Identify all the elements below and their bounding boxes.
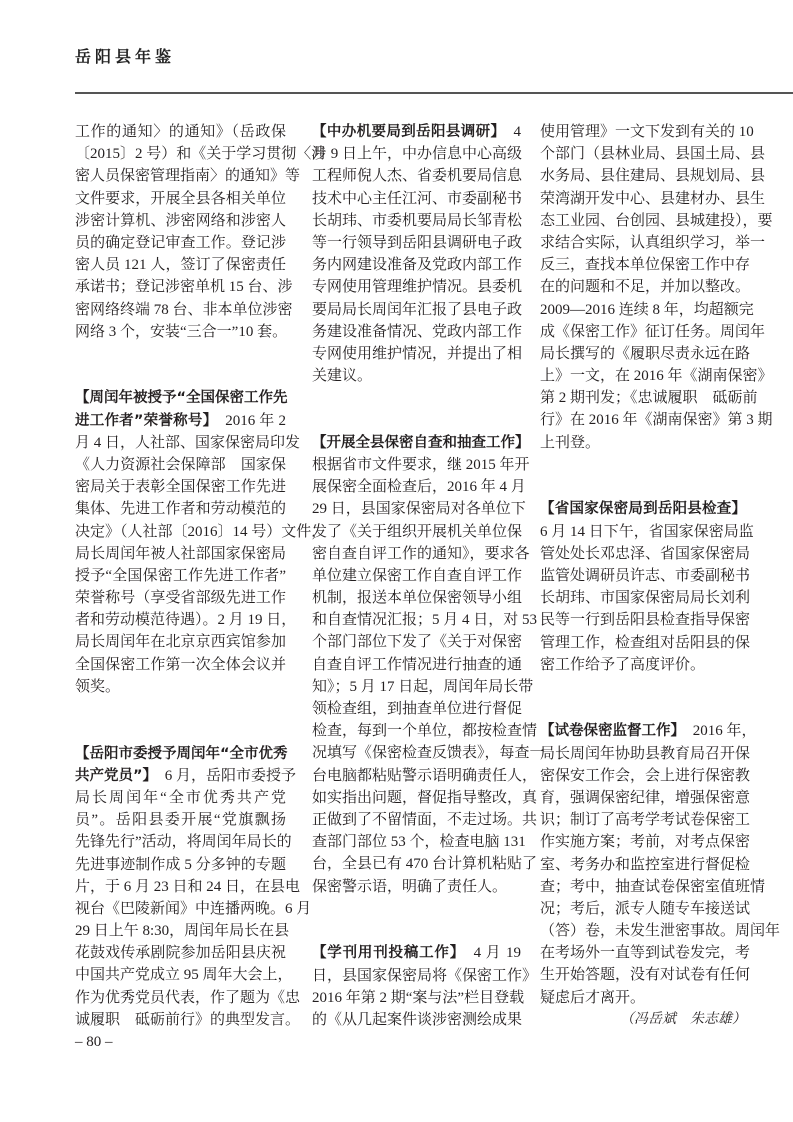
text-line: 专网使用管理维护情况。县委机 [312,279,523,296]
text-line: 先锋先行”活动，将周闰年局长的 [75,834,292,851]
text-line: 集体、先进工作者和劳动模范的 [75,501,286,518]
text-line: 发了《关于组织开展机关单位保 [312,523,523,540]
text-line: 展保密全面检查后，2016 年 4 月 [312,479,526,496]
text-line [75,387,286,409]
text-line: 技术中心主任江河、市委副秘书 [312,190,523,207]
text-line: 机制，报送本单位保密领导小组 [312,590,523,607]
text-line: 中国共产党成立 95 周年大会上， [75,967,293,984]
text-line: 密人员 121 人，签订了保密责任 [75,257,286,274]
text-line: 查；考中，抽查试卷保密室值班情 [540,878,766,895]
entry-title: 【岳阳市委授予周闰年“全市优秀 [75,745,288,762]
text-line: 密保安工作会，会上进行保密教 [540,767,751,784]
text-line: 行》在 2016 年《湖南保密》第 3 期 [540,412,773,429]
entry-title: 【中办机要局到岳阳县调研】 [312,124,499,140]
text-line: 局长周闰年被人社部国家保密局 [75,545,286,562]
text-line: 专网使用维护情况，并提出了相 [312,345,523,362]
text-line: 况填写《保密检查反馈表》，每查一 [312,745,545,762]
text-line: 局长周闰年在北京京西宾馆参加 [75,634,286,651]
text-line: 单位建立保密工作自查自评工作 [312,567,523,584]
text-line: 台电脑都粘贴警示语明确责任人， [312,767,538,784]
text-line: 知》；5 月 17 日起，周闰年局长带 [312,678,534,695]
text-line: 6 月 14 日下午，省国家保密局监 [540,523,754,540]
text-line: 决定》（人社部〔2016〕14 号）文件， [75,523,327,540]
text-line: 识；制订了高考学考试卷保密工 [540,812,751,829]
text-line: 态工业园、台创园、县城建投），要 [540,212,773,229]
text-line [312,432,530,454]
text-line: 者和劳动模范待遇）。2 月 19 日， [75,612,297,629]
text-line: （答）卷，未发生泄密事故。周闰年 [540,923,781,940]
text-line: 视台《巴陵新闻》中连播两晚。6 月 [75,900,312,917]
entry-paragraph [312,432,545,898]
text-line: 先进事迹制作成 5 分多钟的专题 [75,856,286,873]
text-line: 成《保密工作》征订任务。周闰年 [540,323,766,340]
entry-paragraph [312,942,538,1031]
text-line: 月 9 日上午，中办信息中心高级 [312,146,523,163]
continued-paragraph [540,121,773,454]
text-line: 个部门部位下发了《关于对保密 [312,634,523,651]
text-line: 荣湾湖开发中心、县建材办、县生 [540,190,766,207]
text-line: 长胡玮、市委机要局局长邹青松 [312,212,523,229]
text-line: 要局局长周闰年汇报了县电子政 [312,301,523,318]
text-line: 台，全县已有 470 台计算机粘贴了 [312,856,538,873]
text-line: 在的问题和不足，并加以整改。 [540,279,751,296]
text-line: 员的确定登记审查工作。登记涉 [75,234,286,251]
text-line: 和自查情况汇报；5 月 4 日，对 53 [312,612,538,629]
text-line: 反三，查找本单位保密工作中存 [540,257,751,274]
text-line: 第 2 期刊发；《忠诚履职 砥砺前 [540,390,758,407]
running-header-title: 岳阳县年鉴 [75,47,176,66]
text-line: 29 日，县国家保密局对各单位下 [312,501,526,518]
text-line: 员”。岳阳县委开展“党旗飘扬 [75,812,286,829]
text-line: 工程师倪人杰、省委机要局信息 [312,168,523,185]
continued-paragraph [75,121,327,343]
text-line: 涉密计算机、涉密网络和涉密人 [75,212,286,229]
text-line: 领检查组，到抽查单位进行督促 [312,701,523,718]
text-line: 授予“全国保密工作先进工作者” [75,567,286,584]
entry-paragraph [312,121,521,387]
text-line: 求结合实际，认真组织学习，举一 [540,234,766,251]
text-line: 月 4 日，人社部、国家保密局印发 [75,434,301,451]
text-line: 局长撰写的《履职尽责永远在路 [540,345,751,362]
entry-paragraph [75,387,327,698]
text-line: 务建设准备情况、党政内部工作 [312,323,523,340]
text-line: 2009—2016 连续 8 年，均超额完 [540,301,754,318]
text-line: 文件要求，开展全县各相关单位 [75,190,286,207]
text-line: 进工作者”荣誉称号】 2016 年 2 [75,412,286,429]
text-line: 管理工作，检查组对岳阳县的保 [540,634,751,651]
text-line: 工作的通知〉的通知》（岳政保 [75,124,286,140]
entry-paragraph [540,498,754,676]
text-line: 日，县国家保密局将《保密工作》 [312,967,538,984]
text-line: 查部门部位 53 个，检查电脑 131 [312,834,526,851]
entry-title: 【开展全县保密自查和抽查工作】 [312,434,530,451]
entry-title: 【省国家保密局到岳阳县检查】 [540,501,746,518]
text-line: 2016 年第 2 期“案与法”栏目登载 [312,989,525,1006]
entry-title: 共产党员”】 [75,767,150,784]
text-line: 使用管理》一文下发到有关的 10 [540,124,754,140]
text-line: 况；考后，派专人随专车接送试 [540,900,751,917]
text-line: 管处处长邓忠泽、省国家保密局 [540,545,751,562]
text-line: 检查，每到一个单位，都按检查情 [312,723,538,740]
text-line: 29 日上午 8:30，周闰年局长在县 [75,923,290,940]
text-line: 花鼓戏传承剧院参加岳阳县庆祝 [75,945,286,962]
text-line: 网络 3 个，安装“三合一”10 套。 [75,323,288,340]
entry-title: 【学刊用刊投稿工作】 [312,945,458,962]
text-line: 【学刊用刊投稿工作】 4 月 19 [312,945,521,962]
text-line: 保密警示语，明确了责任人。 [312,878,508,895]
text-line: 监管处调研员许志、市委副秘书 [540,567,751,584]
entry-paragraph [75,743,312,1031]
text-line: 生开始答题，没有对试卷有任何 [540,967,751,984]
text-line: 局长周闰年“全市优秀共产党 [75,789,286,806]
text-line: 个部门（县林业局、县国土局、县 [540,146,766,163]
text-line: 密局关于表彰全国保密工作先进 [75,479,286,496]
header-rule [75,92,793,94]
text-line [540,498,746,520]
text-line: 诚履职 砥砺前行》的典型发言。 [75,1011,301,1028]
entry-title: 【试卷保密监督工作】 [540,723,678,740]
text-line: 〔2015〕2 号）和《关于学习贯彻〈涉 [75,146,327,163]
text-line: 全国保密工作第一次全体会议并 [75,656,286,673]
text-line: 密网络终端 78 台、非本单位涉密 [75,301,293,318]
text-line: 共产党员”】 6 月，岳阳市委授予 [75,767,297,784]
text-line [75,743,286,765]
entry-title: 进工作者”荣誉称号】 [75,412,211,429]
text-line: 作实施方案；考前，对考点保密 [540,834,751,851]
text-line: 务内网建设准备及党政内部工作 [312,257,523,274]
text-line: 等一行领导到岳阳县调研电子政 [312,234,523,251]
text-line: 长胡玮、市国家保密局局长刘利 [540,590,751,607]
text-line: 局长周闰年协助县教育局召开保 [540,745,751,762]
text-line: 的《从几起案件谈涉密测绘成果 [312,1011,523,1028]
text-line: 【试卷保密监督工作】 2016 年， [540,723,757,740]
text-line: 水务局、县住建局、县规划局、县 [540,168,766,185]
text-line: 室、考务办和监控室进行督促检 [540,856,751,873]
text-line: 根据省市文件要求，继 2015 年开 [312,456,530,473]
text-line: 上》一文，在 2016 年《湖南保密》 [540,368,773,385]
text-line: 育，强调保密纪律，增强保密意 [540,789,751,806]
text-line: 上刊登。 [540,434,601,451]
text-line: 自查自评工作情况进行抽查的通 [312,656,523,673]
text-line: 荣誉称号（享受省部级先进工作 [75,590,286,607]
text-line: 民等一行到岳阳县检查指导保密 [540,612,751,629]
text-line: 承诺书；登记涉密单机 15 台、涉 [75,279,293,296]
text-line: 关建议。 [312,368,373,385]
text-line: 片，于 6 月 23 日和 24 日，在县电 [75,878,301,895]
text-line: 作为优秀党员代表，作了题为《忠 [75,989,301,1006]
text-line: 《人力资源社会保障部 国家保 [75,456,286,473]
entry-title: 【周闰年被授予“全国保密工作先 [75,390,288,407]
text-line: 密工作给予了高度评价。 [540,656,706,673]
author-signature: （冯岳斌 朱志雄） [620,1012,746,1027]
text-line: 正做到了不留情面，不走过场。共 [312,811,538,828]
text-line: 密人员保密管理指南〉的通知》等 [75,168,301,185]
text-line: 【中办机要局到岳阳县调研】 4 [312,124,521,140]
text-line: 疑虑后才离开。 [540,989,646,1006]
page-number: – 80 – [75,1034,113,1050]
text-line: 如实指出问题，督促指导整改，真 [312,789,538,806]
text-line: 领奖。 [75,678,121,695]
text-line: 密自查自评工作的通知》，要求各 [312,545,530,562]
text-line: 在考场外一直等到试卷发完，考 [540,945,751,962]
entry-paragraph [540,720,781,1008]
